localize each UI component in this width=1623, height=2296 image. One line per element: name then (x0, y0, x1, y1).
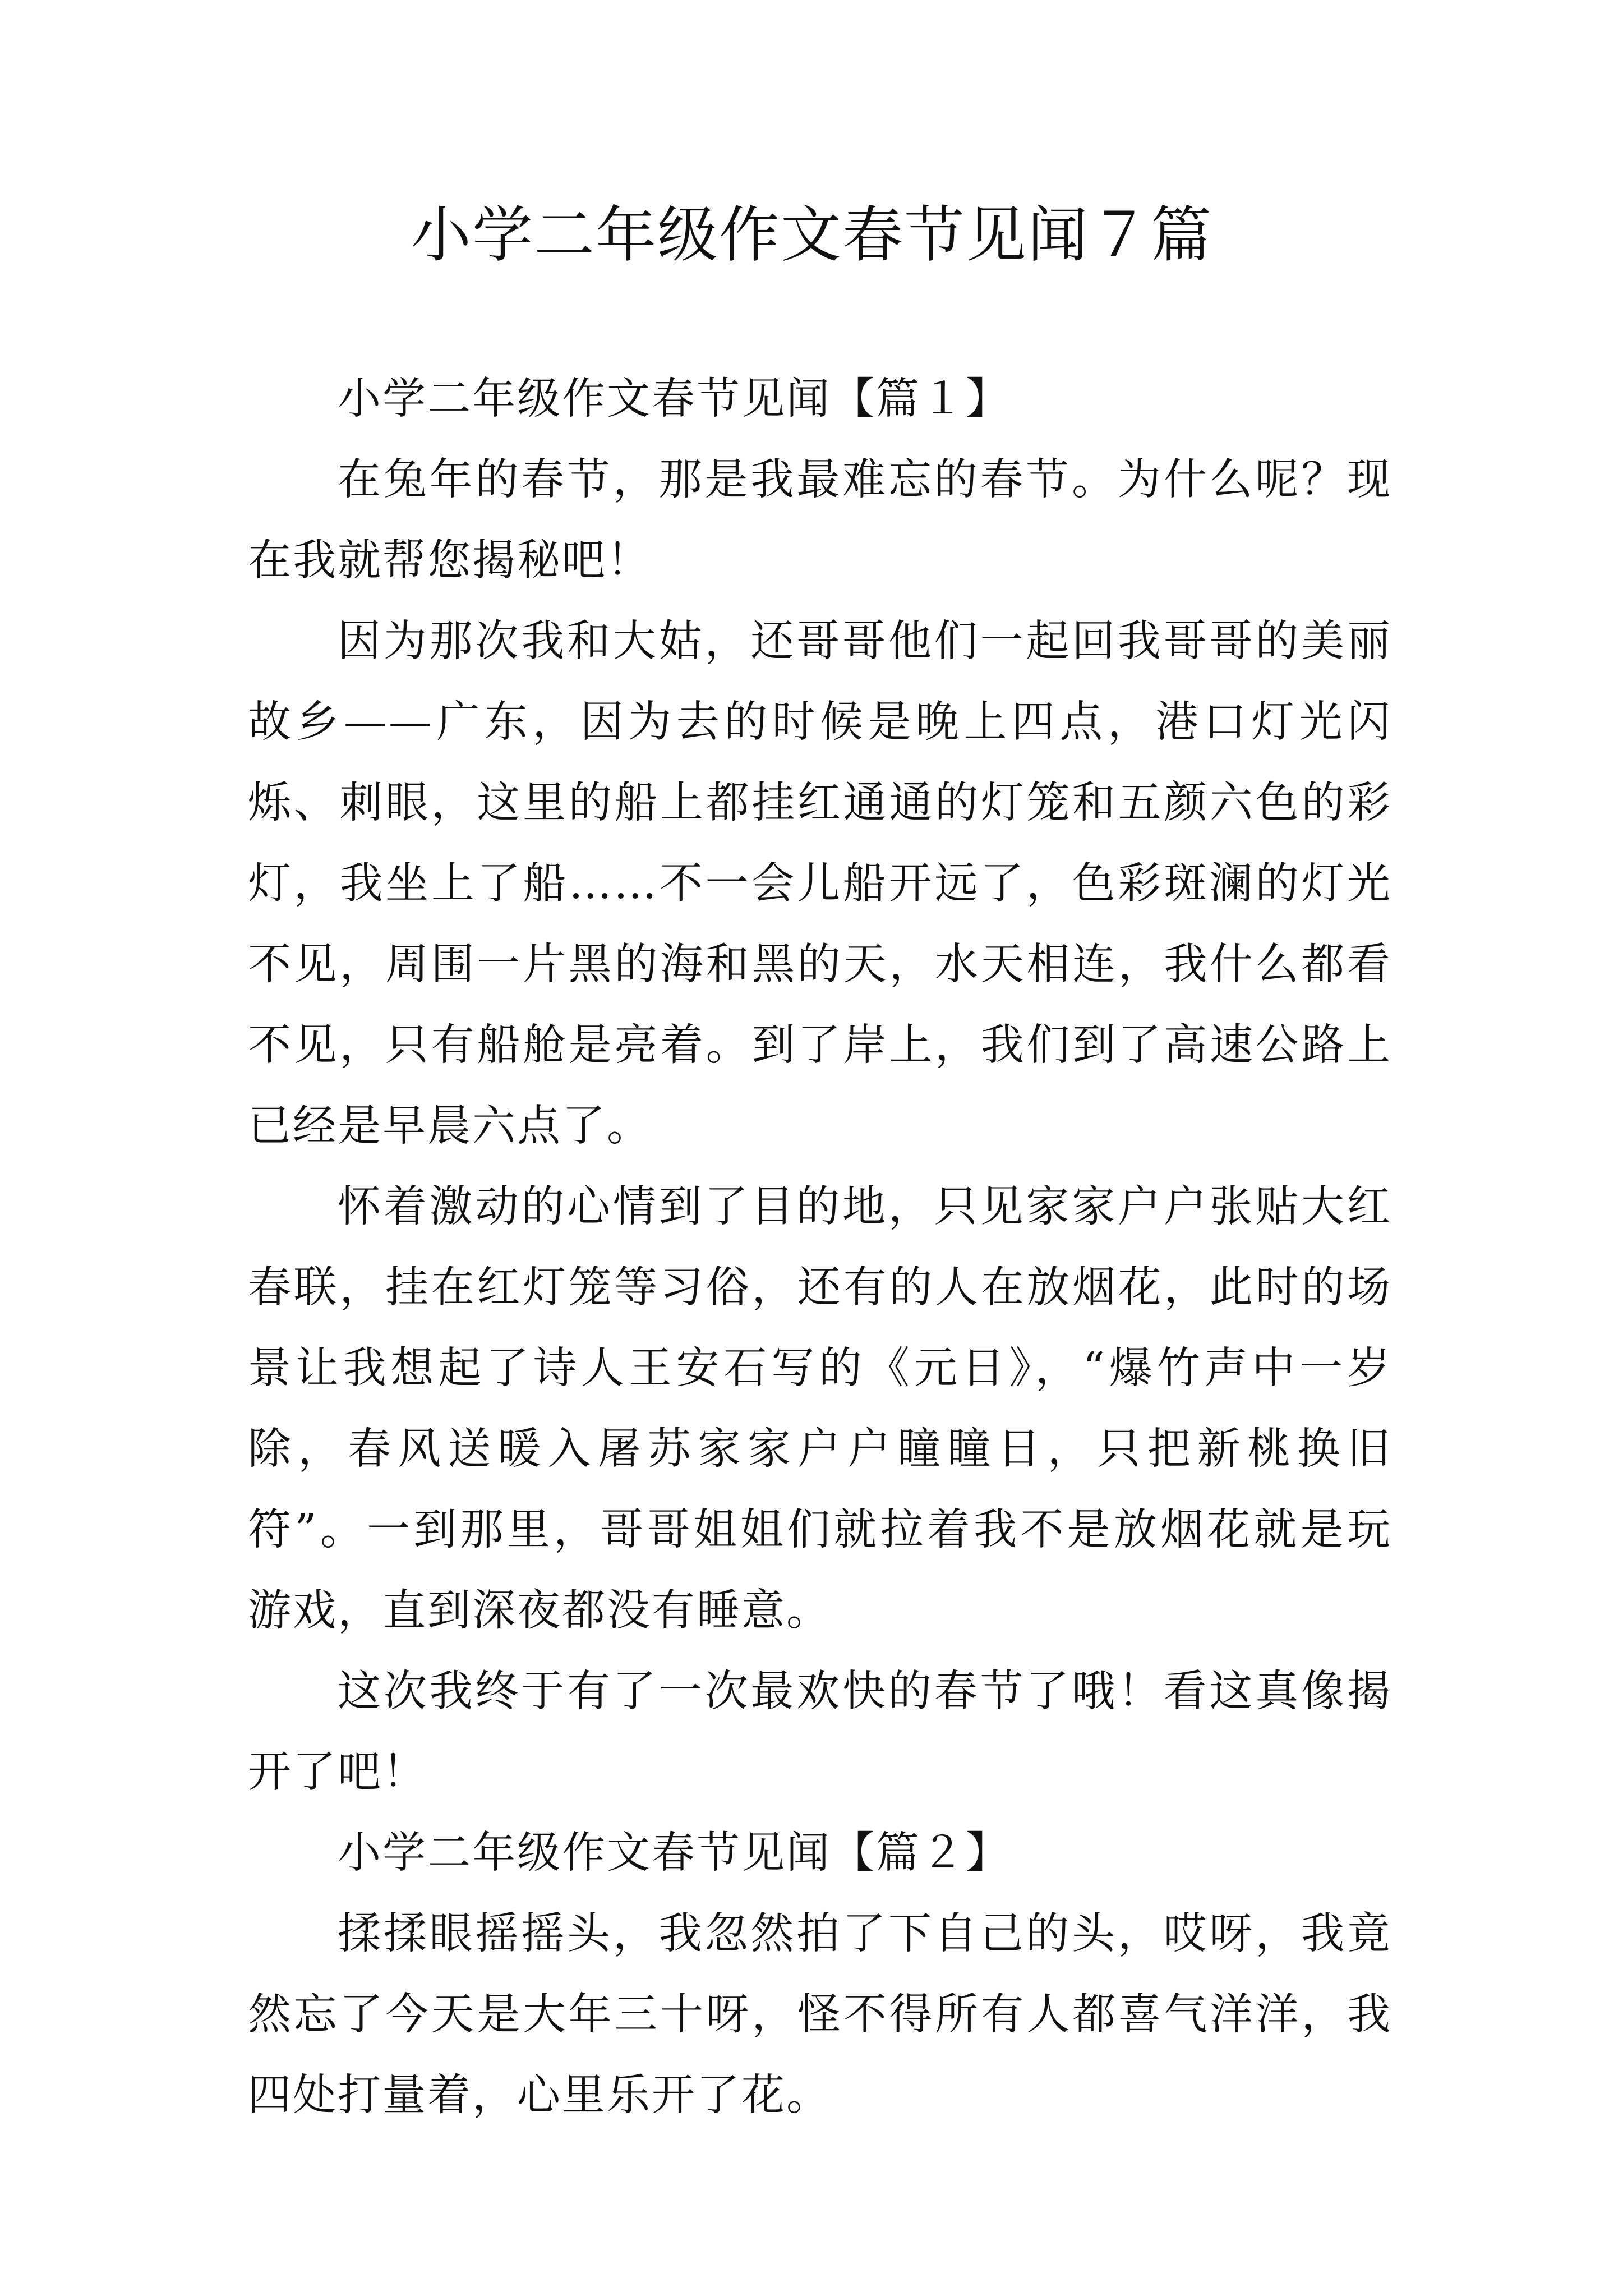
paragraph: 揉揉眼摇摇头，我忽然拍了下自己的头，哎呀，我竟然忘了今天是大年三十呀，怪不得所有人都喜气洋洋，我四处打量着，心里乐开了花。 (248, 1909, 1392, 2120)
document-title: 小学二年级作文春节见闻７篇 (410, 200, 1212, 270)
paragraph: 因为那次我和大姑，还哥哥他们一起回我哥哥的美丽故乡——广东，因为去的时候是晚上四点，港口灯光闪烁、刺眼，这里的船上都挂红通通的灯笼和五颜六色的彩灯，我坐上了船……不一会儿船开远了，色彩斑澜的灯光不见，周围一片黑的海和黑的天，水天相连，我什么都看不见，只有船舱是亮着。到了岸上，我们到了高速公路上已经是早晨六点了。 (248, 616, 1392, 1151)
paragraph: 怀着激动的心情到了目的地，只见家家户户张贴大红春联，挂在红灯笼等习俗，还有的人在放烟花，此时的场景让我想起了诗人王安石写的《元日》，“爆竹声中一岁除，春风送暖入屠苏家家户户瞳瞳日，只把新桃换旧符”。一到那里，哥哥姐姐们就拉着我不是放烟花就是玩游戏，直到深夜都没有睡意。 (248, 1182, 1392, 1636)
document-body (248, 359, 1392, 2136)
paragraph: 这次我终于有了一次最欢快的春节了哦！看这真像揭开了吧！ (248, 1667, 1392, 1797)
section-heading: 小学二年级作文春节见闻【篇２】 (338, 1828, 1011, 1878)
section-heading: 小学二年级作文春节见闻【篇１】 (338, 374, 1011, 424)
paragraph: 在兔年的春节，那是我最难忘的春节。为什么呢？现在我就帮您揭秘吧！ (248, 455, 1392, 586)
